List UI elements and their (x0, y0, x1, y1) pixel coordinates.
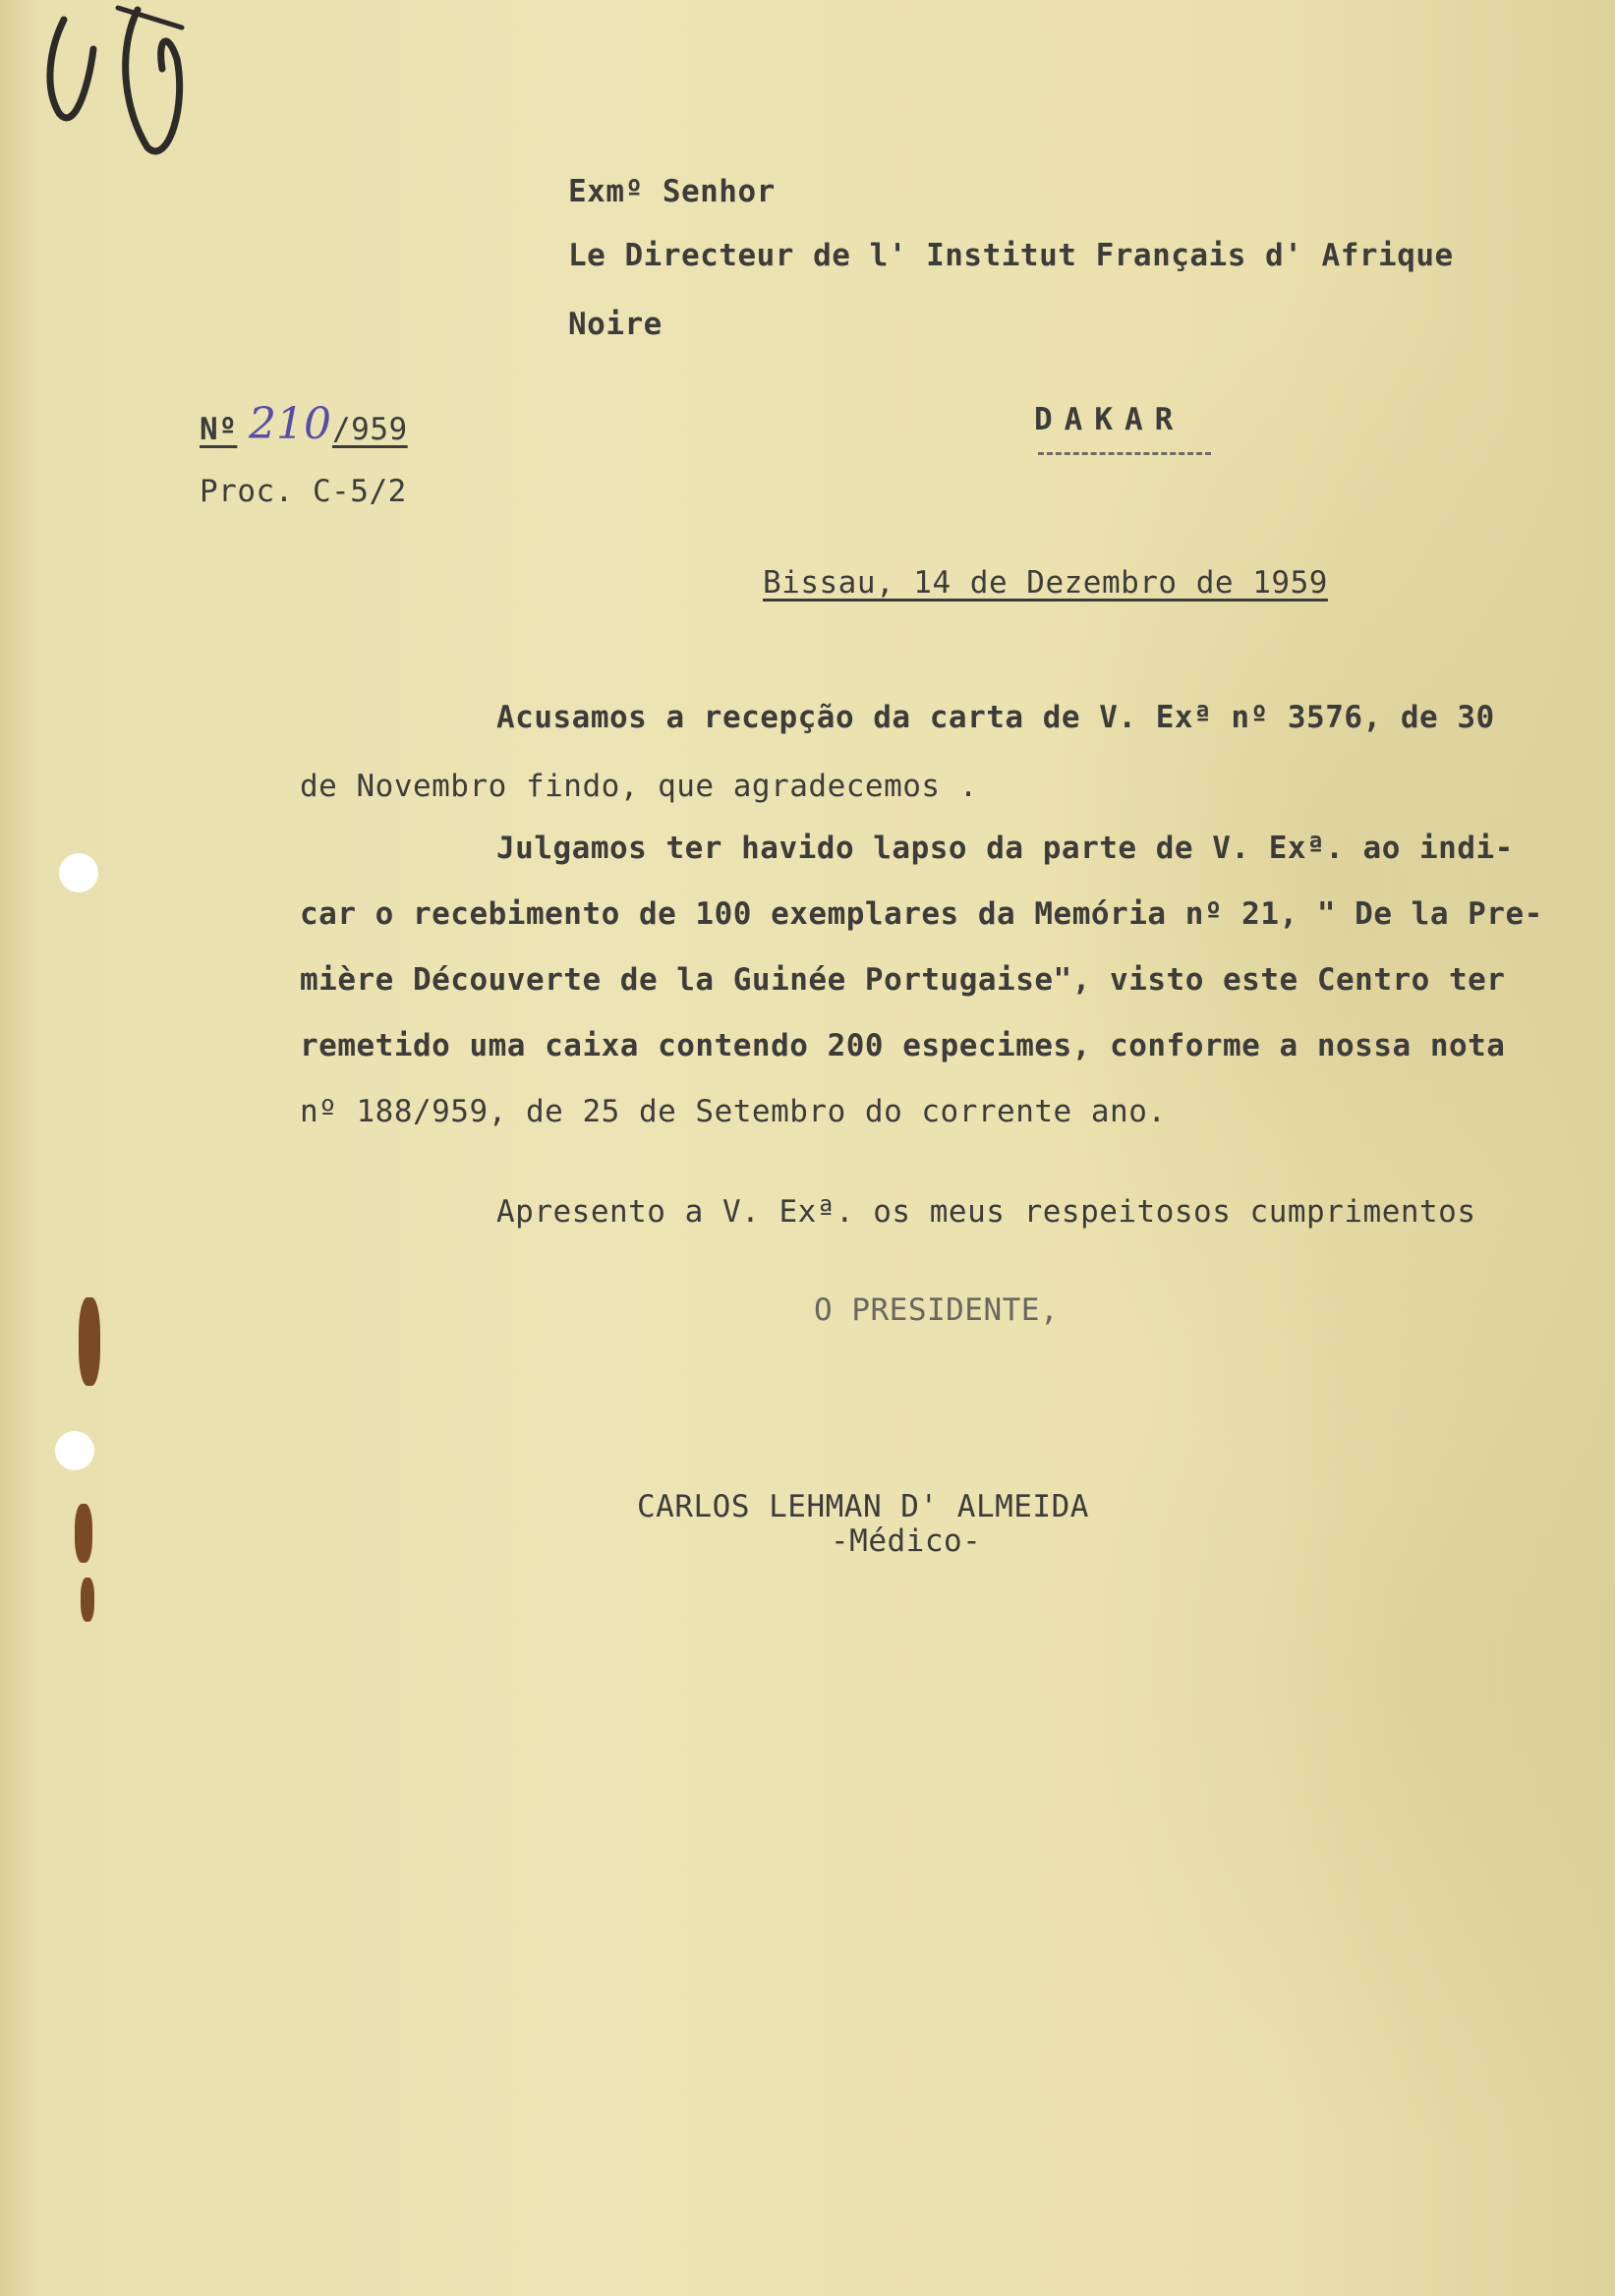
rust-stain (75, 1504, 92, 1563)
handwritten-corner-mark (20, 0, 197, 167)
reference-number-year: /959 (332, 412, 408, 447)
addressee-city: DAKAR (1034, 402, 1185, 437)
addressee-line-1: Le Directeur de l' Institut Français d' Afrique (568, 238, 1454, 273)
body-line: mière Découverte de la Guinée Portugaise", visto este Centro ter (300, 962, 1506, 998)
reference-number-prefix: Nº (200, 412, 238, 447)
body-line: Julgamos ter havido lapso da parte de V. Exª. ao indi- (496, 831, 1514, 866)
body-line: nº 188/959, de 25 de Setembro do corrente ano. (300, 1094, 1167, 1129)
body-line: de Novembro findo, que agradecemos . (300, 769, 978, 804)
rust-stain (81, 1578, 94, 1622)
closing-line: Apresento a V. Exª. os meus respeitosos cumprimentos (496, 1194, 1476, 1230)
signature-role: -Médico- (831, 1523, 982, 1559)
body-line: remetido uma caixa contendo 200 especimes, conforme a nossa nota (300, 1028, 1506, 1063)
body-line: car o recebimento de 100 exemplares da Memória nº 21, " De la Pre- (300, 896, 1543, 932)
reference-number-handwritten: 210 (249, 399, 331, 449)
punch-hole-top (59, 853, 98, 892)
process-number: Proc. C-5/2 (200, 474, 407, 509)
salutation: Exmº Senhor (568, 174, 776, 209)
date-line: Bissau, 14 de Dezembro de 1959 (763, 565, 1328, 601)
punch-hole-bottom (55, 1431, 94, 1470)
city-underline (1038, 452, 1211, 455)
signature-title: O PRESIDENTE, (814, 1292, 1060, 1328)
signature-name: CARLOS LEHMAN D' ALMEIDA (637, 1489, 1089, 1524)
rust-stain (79, 1297, 100, 1386)
body-line: Acusamos a recepção da carta de V. Exª nº 3576, de 30 (496, 700, 1495, 735)
addressee-line-2: Noire (568, 307, 663, 342)
